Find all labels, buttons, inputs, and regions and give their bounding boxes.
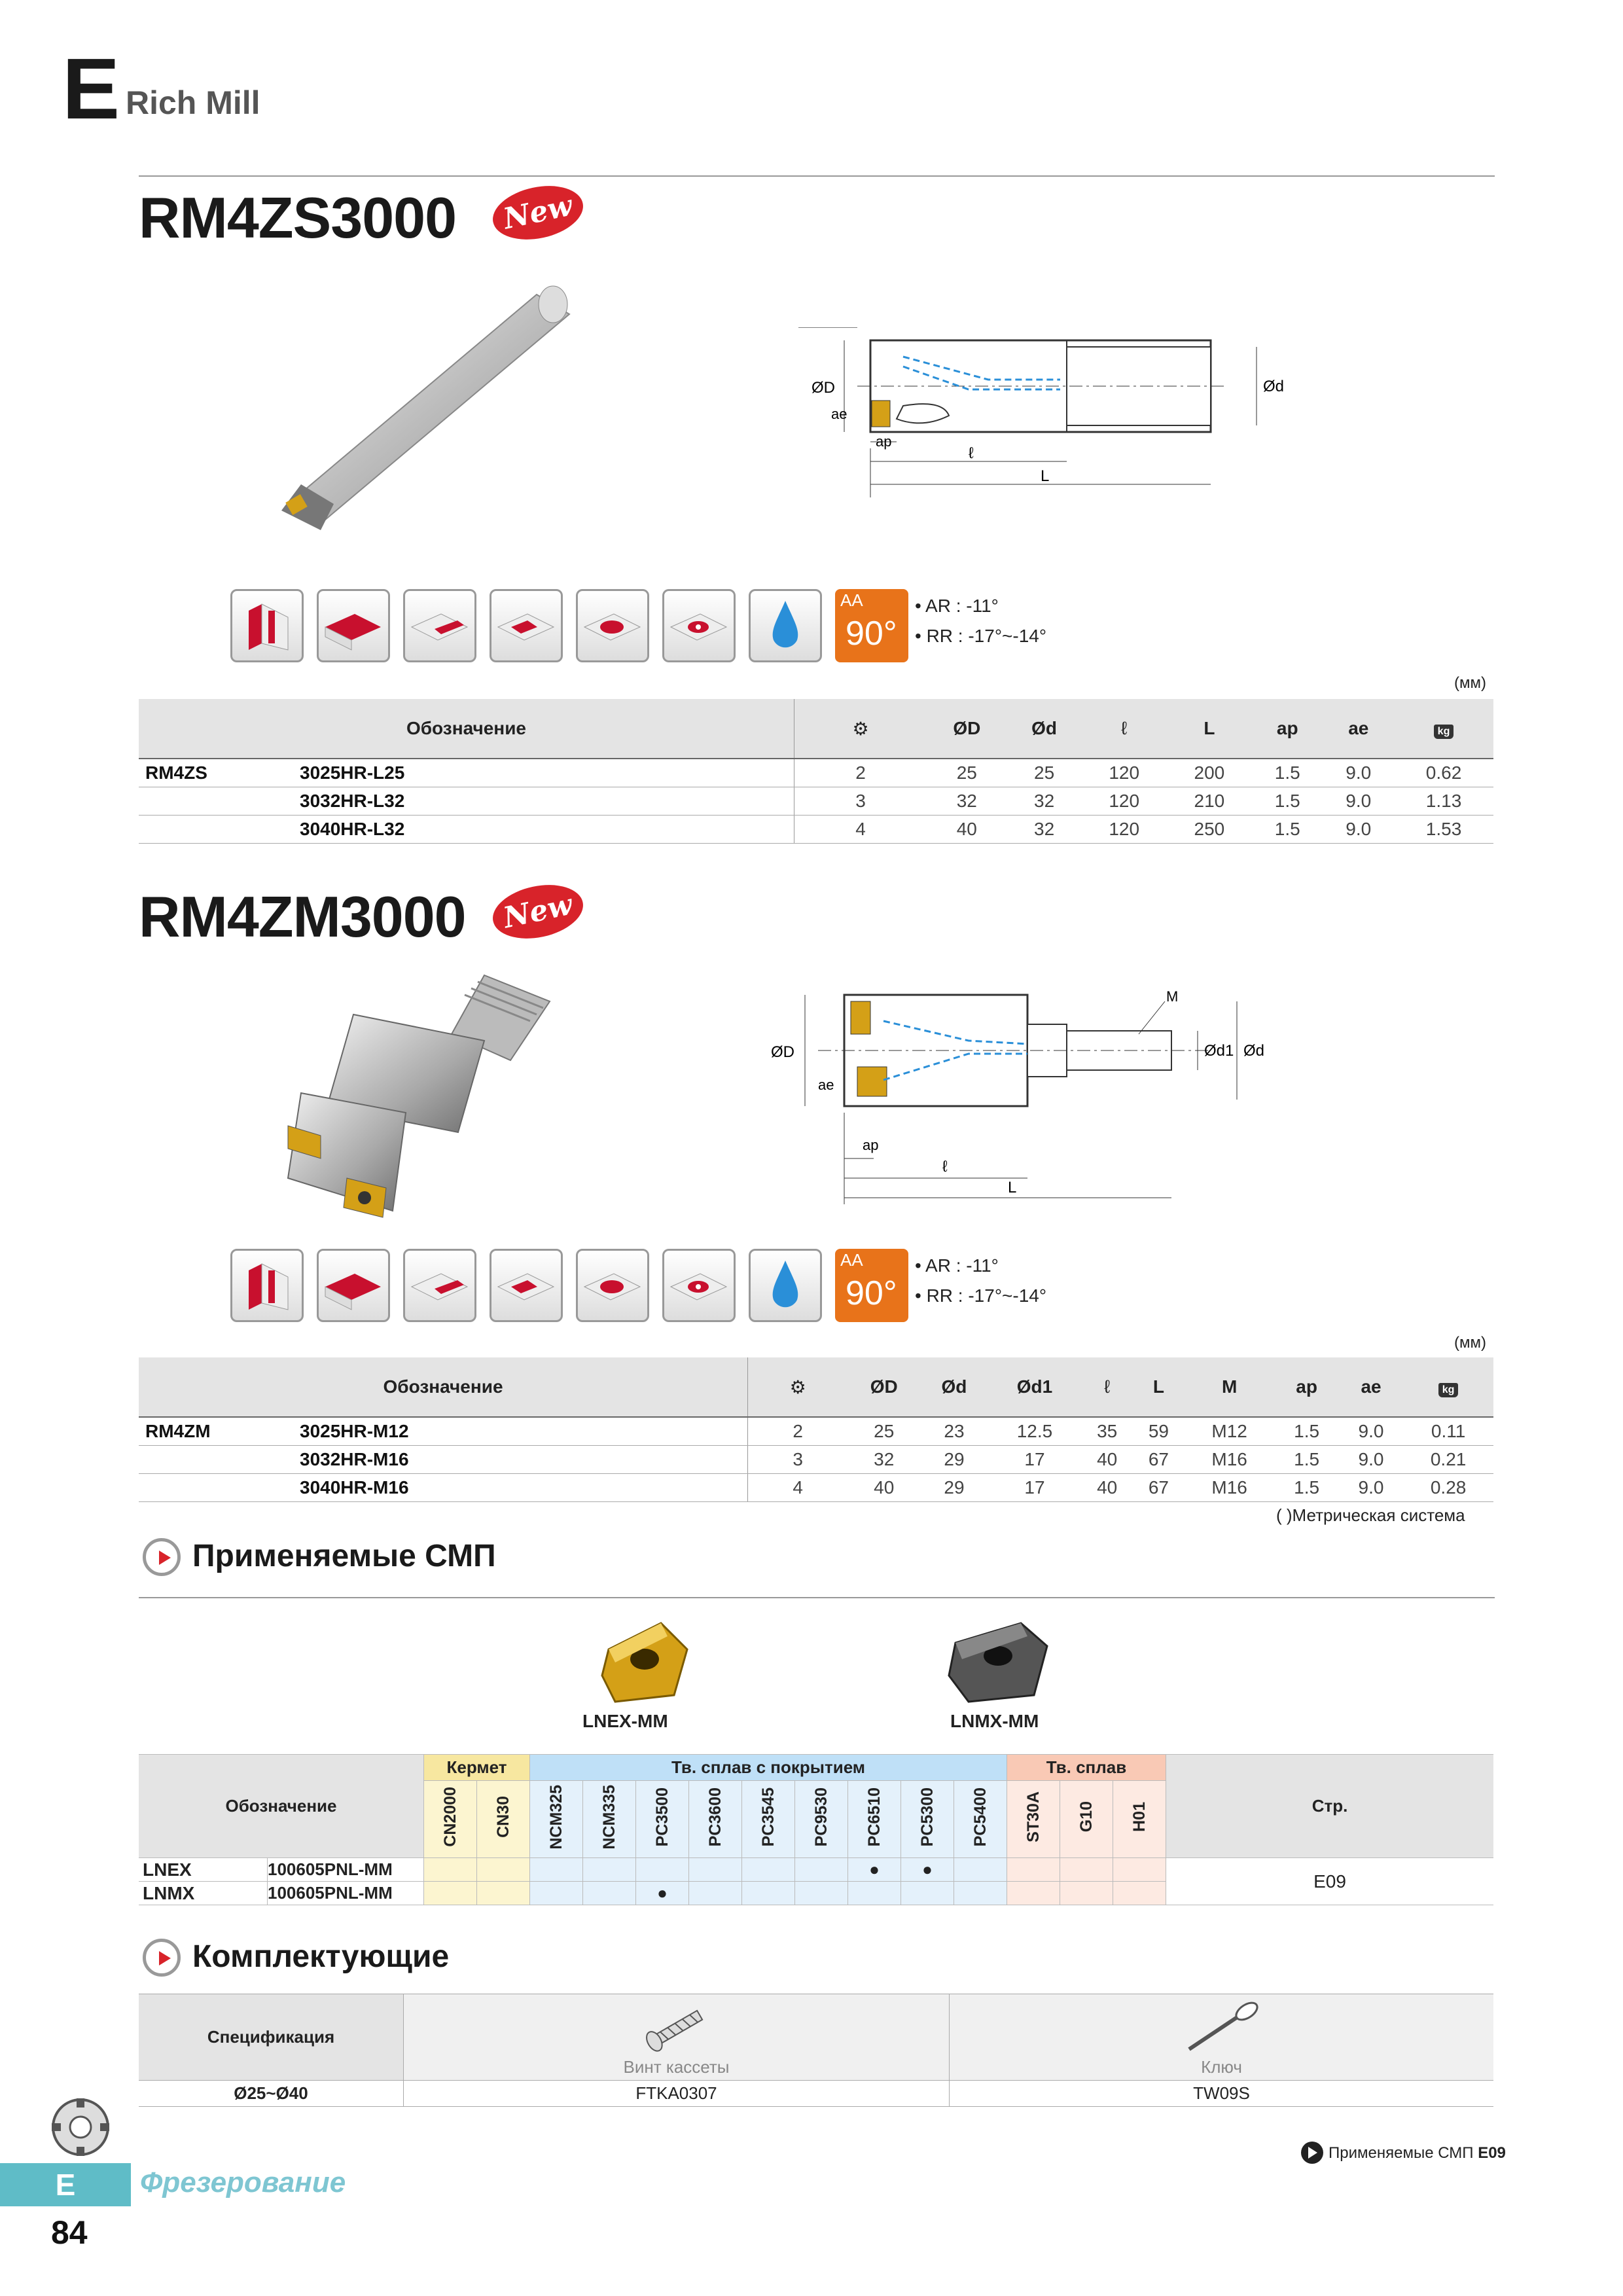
cell-L: 67	[1133, 1446, 1185, 1474]
dim-label-D: ØD	[812, 379, 835, 397]
designation-code: 3040HR-L32	[297, 816, 794, 844]
col-spec: Спецификация	[139, 1994, 404, 2081]
cell-weight: 0.62	[1394, 759, 1493, 787]
product-photo	[262, 281, 589, 543]
product-title: RM4ZS3000	[139, 185, 457, 250]
header-divider	[139, 175, 1495, 177]
col-flutes	[794, 699, 927, 759]
technical-drawing	[798, 327, 1296, 504]
cell-flutes: 3	[794, 787, 927, 816]
col-ae: ae	[1339, 1357, 1403, 1417]
section-tab-label: Фрезерование	[140, 2166, 346, 2198]
col-designation: Обозначение	[139, 699, 794, 759]
shoulder-milling-icon	[230, 1249, 304, 1322]
cell-ap: 1.5	[1252, 816, 1323, 844]
cell-weight: 0.28	[1403, 1474, 1493, 1502]
grade-name: NCM335	[599, 1784, 618, 1850]
milling-cutter-icon	[45, 2094, 116, 2160]
metric-note: ( )Метрическая система	[1276, 1505, 1465, 1525]
col-ae: ae	[1323, 699, 1395, 759]
cell-ap: 1.5	[1274, 1474, 1338, 1502]
plunging-icon	[662, 1249, 736, 1322]
series-name: LNMX	[139, 1882, 268, 1905]
accessories-table	[139, 1994, 1493, 2107]
flutes-icon: ⚙	[852, 718, 869, 739]
spec-table-rm4zm	[139, 1357, 1493, 1502]
approach-angle-label: AA	[840, 1250, 863, 1270]
new-badge: New	[488, 877, 588, 946]
col-l: ℓ	[1082, 699, 1167, 759]
grade-mark	[848, 1882, 901, 1905]
dim-label-d1: Ød1	[1204, 1042, 1234, 1060]
grade-mark	[901, 1882, 954, 1905]
dim-label-ae: ae	[818, 1077, 834, 1093]
grade-mark	[742, 1858, 795, 1882]
insert-label-lnmx: LNMX-MM	[950, 1711, 1039, 1731]
cell-l: 120	[1082, 816, 1167, 844]
grade-header	[1113, 1781, 1166, 1858]
grade-mark	[477, 1858, 530, 1882]
cell-weight: 1.13	[1394, 787, 1493, 816]
designation-code: 3025HR-L25	[297, 759, 794, 787]
dim-label-M: M	[1166, 988, 1179, 1005]
col-designation: Обозначение	[139, 1755, 424, 1858]
grade-mark	[795, 1882, 848, 1905]
table-row	[139, 1858, 1493, 1882]
section-name: Rich Mill	[126, 84, 260, 121]
range-cell: Ø25~Ø40	[139, 2081, 404, 2107]
ramping-icon	[490, 589, 563, 662]
cell-D: 40	[847, 1474, 920, 1502]
cell-ap: 1.5	[1274, 1446, 1338, 1474]
grade-header	[424, 1781, 477, 1858]
cell-flutes: 3	[748, 1446, 848, 1474]
grade-header	[1007, 1781, 1060, 1858]
application-icons	[230, 589, 819, 665]
cell-d: 32	[1007, 816, 1082, 844]
table-row	[139, 816, 1493, 844]
grade-mark	[795, 1858, 848, 1882]
cell-L: 210	[1167, 787, 1252, 816]
grade-header	[901, 1781, 954, 1858]
grade-mark	[1007, 1858, 1060, 1882]
col-d1: Ød1	[988, 1357, 1082, 1417]
designation-code: 3032HR-L32	[297, 787, 794, 816]
grade-name: PC3600	[705, 1787, 724, 1847]
cell-L: 250	[1167, 816, 1252, 844]
designation-code: 100605PNL-MM	[268, 1858, 424, 1882]
accessory-key	[950, 1994, 1494, 2081]
cell-d1: 17	[988, 1474, 1082, 1502]
dim-label-l: ℓ	[942, 1158, 948, 1175]
cell-ae: 9.0	[1339, 1446, 1403, 1474]
product-title: RM4ZM3000	[139, 884, 466, 949]
table-row	[139, 1446, 1493, 1474]
col-page: Стр.	[1166, 1755, 1494, 1858]
approach-angle-box	[835, 1249, 908, 1322]
cell-D: 32	[927, 787, 1007, 816]
inserts-heading: Применяемые СМП	[192, 1539, 496, 1573]
insert-image-lnex	[589, 1610, 707, 1708]
grade-mark	[1113, 1882, 1166, 1905]
grade-header	[636, 1781, 689, 1858]
cell-d: 32	[1007, 787, 1082, 816]
slotting-icon	[403, 1249, 476, 1322]
series-name: RM4ZS	[139, 759, 297, 787]
cell-d: 29	[920, 1446, 988, 1474]
grade-name: PC9530	[812, 1787, 830, 1847]
grade-header	[689, 1781, 742, 1858]
col-d: Ød	[1007, 699, 1082, 759]
dim-label-D: ØD	[771, 1043, 794, 1061]
series-name: RM4ZM	[139, 1417, 297, 1446]
grade-mark	[477, 1882, 530, 1905]
cell-ae: 9.0	[1323, 816, 1395, 844]
grade-name: CN30	[493, 1796, 512, 1838]
grade-mark	[530, 1858, 583, 1882]
table-row	[139, 1474, 1493, 1502]
grade-table	[139, 1754, 1493, 1905]
unit-label: (мм)	[1454, 1334, 1486, 1352]
cell-flutes: 4	[794, 816, 927, 844]
cell-M: M12	[1185, 1417, 1275, 1446]
slotting-icon	[403, 589, 476, 662]
dim-label-ap: ap	[876, 433, 892, 450]
cell-d1: 12.5	[988, 1417, 1082, 1446]
application-icons	[230, 1249, 819, 1325]
key-icon	[1176, 1998, 1268, 2057]
cell-l: 40	[1081, 1446, 1133, 1474]
cell-d: 23	[920, 1417, 988, 1446]
grade-header	[795, 1781, 848, 1858]
coolant-icon	[749, 589, 822, 662]
spec-table-rm4zs	[139, 699, 1493, 844]
cell-l: 120	[1082, 759, 1167, 787]
col-ap: ap	[1252, 699, 1323, 759]
shoulder-milling-icon	[230, 589, 304, 662]
designation-code: 3040HR-M16	[297, 1474, 748, 1502]
plunging-icon	[662, 589, 736, 662]
col-D: ØD	[927, 699, 1007, 759]
approach-angle-box	[835, 589, 908, 662]
col-d: Ød	[920, 1357, 988, 1417]
play-icon	[143, 1939, 181, 1977]
designation-code: 100605PNL-MM	[268, 1882, 424, 1905]
grade-mark	[1113, 1858, 1166, 1882]
series-name: LNEX	[139, 1858, 268, 1882]
col-designation: Обозначение	[139, 1357, 748, 1417]
cell-D: 40	[927, 816, 1007, 844]
section-tab: E	[0, 2163, 131, 2206]
cell-l: 120	[1082, 787, 1167, 816]
cell-L: 67	[1133, 1474, 1185, 1502]
dim-label-ap: ap	[863, 1137, 879, 1153]
grade-mark	[583, 1882, 636, 1905]
group-carbide: Тв. сплав	[1007, 1755, 1166, 1781]
play-icon	[143, 1538, 181, 1576]
face-milling-icon	[317, 589, 390, 662]
grade-header	[954, 1781, 1007, 1858]
grade-name: H01	[1130, 1802, 1149, 1832]
cell-L: 200	[1167, 759, 1252, 787]
grade-mark: ●	[848, 1858, 901, 1882]
radial-rake-spec: • RR : -17°~-14°	[915, 626, 1047, 646]
weight-icon: kg	[1438, 1383, 1459, 1397]
ramping-icon	[490, 1249, 563, 1322]
group-coated-carbide: Тв. сплав с покрытием	[530, 1755, 1007, 1781]
cell-ap: 1.5	[1252, 787, 1323, 816]
col-l: ℓ	[1081, 1357, 1133, 1417]
radial-rake-spec: • RR : -17°~-14°	[915, 1285, 1047, 1306]
col-L: L	[1133, 1357, 1185, 1417]
insert-ref-link[interactable]	[1329, 2144, 1506, 2162]
grade-name: G10	[1077, 1801, 1096, 1833]
cell-D: 32	[847, 1446, 920, 1474]
accessory-code: FTKA0307	[404, 2081, 950, 2107]
cell-ae: 9.0	[1339, 1417, 1403, 1446]
grade-name: NCM325	[546, 1784, 565, 1850]
axial-rake-spec: • AR : -11°	[915, 596, 999, 616]
coolant-icon	[749, 1249, 822, 1322]
axial-rake-spec: • AR : -11°	[915, 1255, 999, 1276]
col-flutes	[748, 1357, 848, 1417]
insert-label-lnex: LNEX-MM	[582, 1711, 668, 1731]
screw-icon	[631, 1998, 722, 2057]
page-number: 84	[51, 2214, 88, 2251]
grade-mark	[424, 1882, 477, 1905]
cell-M: M16	[1185, 1474, 1275, 1502]
col-L: L	[1167, 699, 1252, 759]
dim-label-L: L	[1008, 1179, 1017, 1196]
cell-weight: 0.21	[1403, 1446, 1493, 1474]
cell-ae: 9.0	[1323, 787, 1395, 816]
col-D: ØD	[847, 1357, 920, 1417]
grade-mark: ●	[901, 1858, 954, 1882]
cell-l: 35	[1081, 1417, 1133, 1446]
arrow-circle-icon	[1301, 2142, 1323, 2164]
accessory-screw	[404, 1994, 950, 2081]
table-row	[139, 2081, 1493, 2107]
insert-image-lnmx	[936, 1610, 1067, 1708]
cell-d: 25	[1007, 759, 1082, 787]
grade-name: PC5300	[918, 1787, 936, 1847]
col-M: M	[1185, 1357, 1275, 1417]
designation-code: 3025HR-M12	[297, 1417, 748, 1446]
accessories-heading: Комплектующие	[192, 1939, 450, 1974]
grade-header	[848, 1781, 901, 1858]
accessory-code: TW09S	[950, 2081, 1494, 2107]
grade-mark	[1060, 1882, 1113, 1905]
section-letter: E	[62, 41, 120, 137]
cell-l: 40	[1081, 1474, 1133, 1502]
helical-milling-icon	[576, 589, 649, 662]
grade-mark	[742, 1882, 795, 1905]
approach-angle-value: 90°	[846, 615, 897, 653]
dim-label-L: L	[1041, 467, 1050, 485]
dim-label-ae: ae	[831, 406, 847, 422]
weight-icon: kg	[1434, 725, 1454, 739]
col-weight	[1403, 1357, 1493, 1417]
grade-mark	[689, 1858, 742, 1882]
grade-name: PC3545	[758, 1787, 777, 1847]
product-photo	[275, 962, 576, 1237]
dim-label-l: ℓ	[969, 444, 974, 462]
cell-ae: 9.0	[1339, 1474, 1403, 1502]
cell-ap: 1.5	[1252, 759, 1323, 787]
grade-header	[742, 1781, 795, 1858]
insert-ref-page: E09	[1478, 2144, 1506, 2162]
dim-label-d: Ød	[1243, 1042, 1265, 1060]
approach-angle-label: AA	[840, 590, 863, 610]
cell-D: 25	[927, 759, 1007, 787]
grade-mark	[954, 1882, 1007, 1905]
helical-milling-icon	[576, 1249, 649, 1322]
grade-name: PC6510	[865, 1787, 883, 1847]
grade-mark	[689, 1882, 742, 1905]
flutes-icon: ⚙	[789, 1376, 806, 1397]
grade-mark	[636, 1858, 689, 1882]
cell-ae: 9.0	[1323, 759, 1395, 787]
technical-drawing	[753, 962, 1296, 1217]
grade-mark	[1007, 1882, 1060, 1905]
cell-flutes: 2	[748, 1417, 848, 1446]
grade-header	[477, 1781, 530, 1858]
table-row	[139, 1417, 1493, 1446]
page-ref: E09	[1166, 1858, 1494, 1905]
table-row	[139, 787, 1493, 816]
grade-name: PC5400	[971, 1787, 990, 1847]
cell-ap: 1.5	[1274, 1417, 1338, 1446]
col-weight	[1394, 699, 1493, 759]
designation-code: 3032HR-M16	[297, 1446, 748, 1474]
col-ap: ap	[1274, 1357, 1338, 1417]
group-cermet: Кермет	[424, 1755, 530, 1781]
cell-M: M16	[1185, 1446, 1275, 1474]
grade-name: ST30A	[1024, 1791, 1043, 1842]
cell-flutes: 2	[794, 759, 927, 787]
cell-D: 25	[847, 1417, 920, 1446]
grade-header	[583, 1781, 636, 1858]
grade-header	[1060, 1781, 1113, 1858]
grade-mark: ●	[636, 1882, 689, 1905]
cell-d1: 17	[988, 1446, 1082, 1474]
cell-weight: 0.11	[1403, 1417, 1493, 1446]
cell-L: 59	[1133, 1417, 1185, 1446]
approach-angle-value: 90°	[846, 1274, 897, 1312]
table-row	[139, 759, 1493, 787]
grade-mark	[1060, 1858, 1113, 1882]
cell-weight: 1.53	[1394, 816, 1493, 844]
new-badge: New	[488, 178, 588, 247]
grade-mark	[583, 1858, 636, 1882]
dim-label-d: Ød	[1263, 378, 1285, 395]
grade-name: PC3500	[652, 1787, 671, 1847]
unit-label: (мм)	[1454, 674, 1486, 692]
cell-d: 29	[920, 1474, 988, 1502]
accessory-name: Винт кассеты	[623, 2057, 730, 2077]
cell-flutes: 4	[748, 1474, 848, 1502]
inserts-divider	[139, 1597, 1495, 1598]
grade-name: CN2000	[440, 1787, 459, 1847]
face-milling-icon	[317, 1249, 390, 1322]
accessory-name: Ключ	[1201, 2057, 1242, 2077]
insert-ref-text: Применяемые СМП	[1329, 2144, 1474, 2162]
grade-mark	[954, 1858, 1007, 1882]
grade-mark	[530, 1882, 583, 1905]
grade-header	[530, 1781, 583, 1858]
grade-mark	[424, 1858, 477, 1882]
